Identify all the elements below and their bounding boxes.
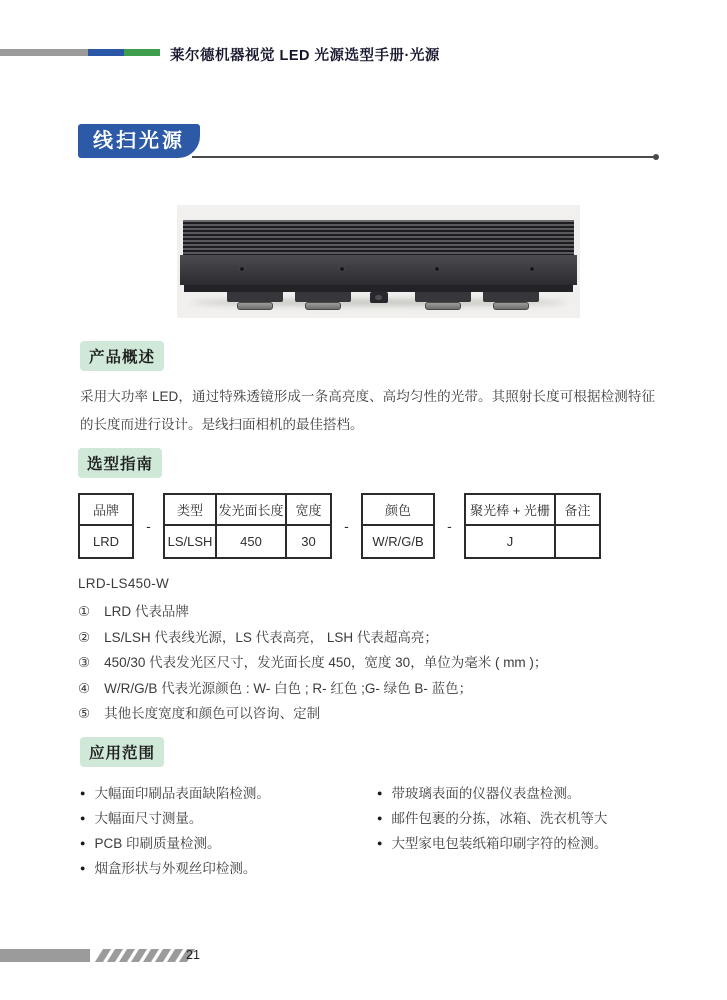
overview-text: 采用大功率 LED，通过特殊透镜形成一条高亮度、高均匀性的光带。其照射长度可根据检测特征的长度而进行设计。是线扫面相机的最佳搭档。 xyxy=(80,389,655,432)
col-value: W/R/G/B xyxy=(372,534,424,549)
note-number: ③ xyxy=(78,655,91,670)
code-col-length xyxy=(215,495,285,557)
selection-guide-section xyxy=(78,448,658,727)
code-col-color xyxy=(363,495,433,557)
section-banner-title: 线扫光源 xyxy=(78,124,200,158)
mount-foot xyxy=(227,292,283,302)
bullet-icon: ● xyxy=(80,838,86,848)
light-bar-heatsink-fins xyxy=(183,220,574,255)
application-text: 大幅面印刷品表面缺陷检测。 xyxy=(94,786,270,801)
col-value xyxy=(556,526,599,557)
application-text: 烟盒形状与外观丝印检测。 xyxy=(94,861,257,876)
bullet-icon: ● xyxy=(377,788,383,798)
application-item xyxy=(80,856,377,881)
note-number: ② xyxy=(78,629,91,645)
bullet-icon: ● xyxy=(80,863,86,873)
header-gray-bar xyxy=(0,49,88,56)
bullet-icon: ● xyxy=(80,813,86,823)
col-value: J xyxy=(506,534,514,549)
application-text: 大幅面尺寸测量。 xyxy=(94,811,203,826)
note-text: LRD 代表品牌 xyxy=(104,604,189,619)
note-item xyxy=(78,599,658,625)
application-text: 邮件包裹的分拣，冰箱、洗衣机等大 xyxy=(391,811,608,826)
connector-icon xyxy=(237,302,273,310)
product-photo xyxy=(177,205,580,318)
code-col-type xyxy=(165,495,215,557)
header-green-bar xyxy=(124,49,160,56)
col-header: 备注 xyxy=(556,495,599,526)
code-col-remark xyxy=(554,495,599,557)
overview-section xyxy=(80,341,655,438)
col-header: 聚光棒 + 光栅 xyxy=(466,495,554,526)
bullet-icon: ● xyxy=(377,838,383,848)
model-code-table xyxy=(78,493,658,559)
connector-icon xyxy=(425,302,461,310)
note-number: ⑤ xyxy=(78,706,91,721)
note-text: 450/30 代表发光区尺寸，发光面长度 450，宽度 30，单位为毫米 ( mm )； xyxy=(104,655,548,670)
header-blue-bar xyxy=(88,49,124,56)
guide-heading: 选型指南 xyxy=(78,448,162,478)
connector-icon xyxy=(305,302,341,310)
application-item xyxy=(80,831,377,856)
application-item xyxy=(80,781,377,806)
code-separator: - xyxy=(447,518,452,534)
code-group-color xyxy=(361,493,435,559)
page-number: 21 xyxy=(186,948,200,962)
light-bar-base xyxy=(184,285,573,292)
application-item xyxy=(377,831,607,856)
note-number: ④ xyxy=(78,680,91,696)
overview-heading: 产品概述 xyxy=(80,341,164,371)
note-item xyxy=(78,625,658,651)
code-col-rod xyxy=(466,495,554,557)
application-item xyxy=(377,781,607,806)
applications-columns xyxy=(80,781,680,881)
screw-icon xyxy=(530,267,534,271)
code-group-type-size xyxy=(163,493,332,559)
footer-gray-bar xyxy=(0,949,90,962)
banner-underline xyxy=(192,156,656,158)
col-value: LS/LSH xyxy=(167,534,213,549)
col-header: 品牌 xyxy=(80,495,132,526)
applications-right-list xyxy=(377,781,607,881)
light-bar-body xyxy=(180,255,577,285)
application-item xyxy=(377,806,607,831)
applications-left-list xyxy=(80,781,377,881)
application-text: PCB 印刷质量检测。 xyxy=(94,836,221,851)
col-header: 宽度 xyxy=(287,495,330,526)
application-text: 大型家电包装纸箱印刷字符的检测。 xyxy=(391,836,608,851)
bullet-icon: ● xyxy=(377,813,383,823)
screw-icon xyxy=(340,267,344,271)
code-col-width xyxy=(285,495,330,557)
applications-heading: 应用范围 xyxy=(80,737,164,767)
footer-slashes xyxy=(99,949,191,962)
mount-foot xyxy=(415,292,471,302)
mount-foot xyxy=(295,292,351,302)
note-item xyxy=(78,650,658,676)
note-text: 其他长度宽度和颜色可以咨询、定制 xyxy=(104,706,321,721)
note-item xyxy=(78,676,658,702)
code-group-brand xyxy=(78,493,134,559)
note-text: LS/LSH 代表线光源，LS 代表高亮， LSH 代表超高亮； xyxy=(104,629,438,645)
application-text: 带玻璃表面的仪器仪表盘检测。 xyxy=(391,786,581,801)
note-text: W/R/G/B 代表光源颜色 : W- 白色 ; R- 红色 ;G- 绿色 B- 蓝色； xyxy=(104,680,473,696)
model-notes-list xyxy=(78,599,658,727)
cable-clip xyxy=(370,292,388,303)
note-item xyxy=(78,701,658,727)
col-value: 450 xyxy=(240,534,262,549)
bullet-icon: ● xyxy=(80,788,86,798)
line-end-dot xyxy=(653,154,659,160)
screw-icon xyxy=(435,267,439,271)
mount-foot xyxy=(483,292,539,302)
applications-section xyxy=(80,737,680,881)
note-number: ① xyxy=(78,604,91,619)
application-item xyxy=(80,806,377,831)
col-header: 发光面长度 xyxy=(217,495,285,526)
code-separator: - xyxy=(344,518,349,534)
manual-title: 莱尔德机器视觉 LED 光源选型手册·光源 xyxy=(170,48,440,64)
code-group-options xyxy=(464,493,601,559)
code-separator: - xyxy=(146,518,151,534)
col-header: 颜色 xyxy=(363,495,433,526)
col-header: 类型 xyxy=(165,495,215,526)
connector-icon xyxy=(493,302,529,310)
model-example: LRD-LS450-W xyxy=(78,576,170,591)
col-value: 30 xyxy=(301,534,316,549)
screw-icon xyxy=(240,267,244,271)
col-value: LRD xyxy=(92,534,119,549)
code-col-brand xyxy=(80,495,132,557)
